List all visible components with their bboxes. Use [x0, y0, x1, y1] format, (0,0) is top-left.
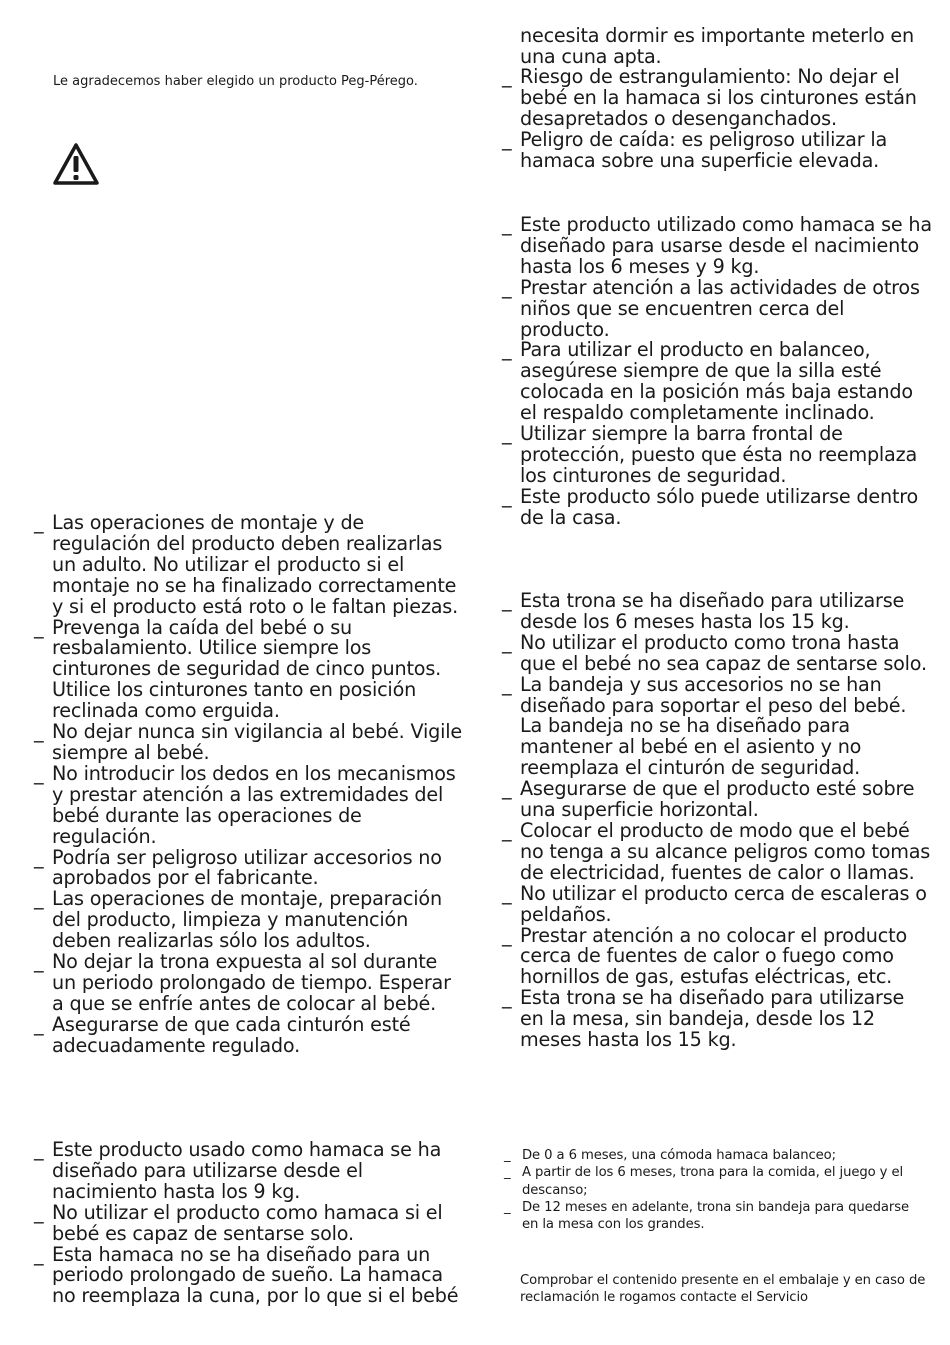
list-item-text: A partir de los 6 meses, trona para la comida, el juego y el descanso; — [522, 1165, 904, 1198]
warning-triangle-icon — [52, 142, 100, 186]
bullet-dash: _ — [504, 1148, 511, 1163]
list-item — [502, 672, 932, 780]
bullet-dash: _ — [504, 1199, 511, 1215]
list-item — [34, 615, 464, 723]
bouncer-usage-warnings-list — [502, 215, 932, 529]
list-item-text: Este producto usado como hamaca se ha diseñado para utilizarse desde el nacimiento hasta los 9 kg. — [52, 1138, 442, 1203]
list-item — [34, 1012, 464, 1057]
list-item-text: Prestar atención a no colocar el producto cerca de fuentes de calor o fuego como hornillos de gas, estufas eléctricas, etc. — [520, 923, 907, 989]
list-item — [502, 67, 932, 130]
list-item — [34, 889, 464, 952]
list-item-text: No dejar la trona expuesta al sol durante un periodo prolongado de tiempo. Esperar a que se enfríe antes de colocar al bebé. — [52, 950, 451, 1015]
list-item — [504, 1147, 924, 1164]
list-item-text: No introducir los dedos en los mecanismos y prestar atención a las extremidades del bebé durante las operaciones de regulación. — [52, 761, 456, 848]
bullet-dash: _ — [502, 338, 512, 362]
bullet-dash: _ — [34, 615, 44, 639]
list-item — [502, 340, 932, 424]
bullet-dash: _ — [504, 1165, 511, 1181]
list-item — [502, 215, 932, 278]
bullet-dash: _ — [502, 630, 512, 654]
bullet-dash: _ — [502, 881, 512, 905]
bullet-dash: _ — [502, 484, 512, 508]
bullet-dash: _ — [502, 672, 512, 696]
bullet-dash: _ — [34, 720, 44, 744]
list-item — [502, 818, 932, 884]
list-item-text: Prevenga la caída del bebé o su resbalamiento. Utilice siempre los cinturones de seguridad de cinco puntos. Utilice los cinturones tanto en posición reclinada como erguida. — [52, 615, 442, 723]
bullet-dash: _ — [34, 950, 44, 974]
bullet-dash: _ — [34, 1200, 44, 1224]
list-item — [34, 952, 464, 1015]
list-item-text: Riesgo de estrangulamiento: No dejar el bebé en la hamaca si los cinturones están desapretados o desenganchados. — [520, 65, 917, 130]
bullet-dash: _ — [502, 986, 512, 1010]
bullet-dash: _ — [502, 589, 512, 612]
list-item-text: De 12 meses en adelante, trona sin bandeja para quedarse en la mesa con los grandes. — [522, 1199, 910, 1233]
list-item-text: Esta trona se ha diseñado para utilizarse desde los 6 meses hasta los 15 kg. — [520, 589, 905, 633]
packaging-notice: Comprobar el contenido presente en el embalaje y en caso de reclamación le rogamos contacte el Servicio — [520, 1273, 926, 1306]
list-item-text: De 0 a 6 meses, una cómoda hamaca balanceo; — [522, 1148, 836, 1163]
list-item-text: Asegurarse de que cada cinturón esté adecuadamente regulado. — [52, 1012, 411, 1057]
list-item — [34, 1200, 464, 1245]
list-item-text: Este producto sólo puede utilizarse dentro de la casa. — [520, 484, 919, 529]
intro-text: Le agradecemos haber elegido un producto Peg-Pérego. — [53, 74, 418, 89]
list-item-text: Esta trona se ha diseñado para utilizarse en la mesa, sin bandeja, desde los 12 meses hasta los 15 kg. — [520, 986, 905, 1052]
bullet-dash: _ — [502, 777, 512, 801]
bullet-dash: _ — [34, 887, 44, 911]
list-item-text: Utilizar siempre la barra frontal de protección, puesto que ésta no reemplaza los cinturones de seguridad. — [520, 422, 918, 487]
bullet-dash: _ — [502, 818, 512, 842]
list-item — [502, 275, 932, 341]
list-item-text: Colocar el producto de modo que el bebé no tenga a su alcance peligros como tomas de electricidad, fuentes de calor o llamas. — [520, 818, 931, 884]
list-item — [502, 881, 932, 926]
list-item — [34, 761, 464, 848]
list-item-text: No utilizar el producto cerca de escaleras o peldaños. — [520, 881, 927, 926]
list-item-text: Esta hamaca no se ha diseñado para un periodo prolongado de sueño. La hamaca no reemplaza la cuna, por lo que si el bebé — [52, 1242, 459, 1308]
list-item-text: Prestar atención a las actividades de otros niños que se encuentren cerca del producto. — [520, 275, 920, 341]
continuation-text: necesita dormir es importante meterlo en una cuna apta. — [520, 24, 914, 68]
bullet-dash: _ — [34, 845, 44, 869]
list-item-text: Este producto utilizado como hamaca se ha diseñado para usarse desde el nacimiento hasta los 6 meses y 9 kg. — [520, 213, 932, 278]
list-item — [34, 1242, 464, 1308]
list-item — [502, 424, 932, 487]
list-item — [34, 722, 464, 764]
list-item — [34, 513, 464, 618]
list-item — [34, 1140, 464, 1203]
bullet-dash: _ — [34, 1012, 44, 1036]
bullet-dash: _ — [502, 65, 512, 88]
general-warnings-list — [34, 513, 464, 1057]
list-item-text: No dejar nunca sin vigilancia al bebé. Vigile siempre al bebé. — [52, 720, 462, 764]
list-item — [502, 591, 932, 633]
list-item-text: Para utilizar el producto en balanceo, asegúrese siempre de que la silla esté colocada en la posición más baja estando el respaldo completamente inclinado. — [520, 338, 913, 425]
list-item — [504, 1199, 924, 1234]
list-item — [34, 845, 464, 890]
bullet-dash: _ — [502, 923, 512, 947]
list-item-text: No utilizar el producto como hamaca si el bebé es capaz de sentarse solo. — [52, 1200, 443, 1245]
list-item — [502, 630, 932, 675]
usage-modes-list — [504, 1147, 924, 1233]
list-item — [502, 988, 932, 1051]
bullet-dash: _ — [34, 1138, 44, 1161]
list-item-text: Podría ser peligroso utilizar accesorios no aprobados por el fabricante. — [52, 845, 442, 890]
list-item — [502, 779, 932, 821]
list-item — [502, 127, 932, 172]
bullet-dash: _ — [502, 275, 512, 299]
list-item — [504, 1164, 924, 1199]
strangulation-fall-warnings-list — [502, 67, 932, 172]
list-item-text: Las operaciones de montaje, preparación del producto, limpieza y manutención deben realizarlas sólo los adultos. — [52, 887, 442, 953]
bullet-dash: _ — [34, 1242, 44, 1266]
bouncer-warnings-list — [34, 1140, 464, 1307]
bullet-dash: _ — [502, 127, 512, 151]
bullet-dash: _ — [502, 213, 512, 236]
list-item-text: Las operaciones de montaje y de regulación del producto deben realizarlas un adulto. No utilizar el producto si el montaje no se ha finalizado correctamente y si el producto está roto o le faltan piezas. — [52, 511, 459, 618]
list-item — [502, 484, 932, 529]
list-item-text: No utilizar el producto como trona hasta que el bebé no sea capaz de sentarse solo. — [520, 630, 927, 675]
bullet-dash: _ — [34, 511, 44, 534]
list-item — [502, 923, 932, 989]
bullet-dash: _ — [34, 761, 44, 785]
list-item-text: Peligro de caída: es peligroso utilizar la hamaca sobre una superficie elevada. — [520, 127, 888, 172]
list-item-text: La bandeja y sus accesorios no se han diseñado para soportar el peso del bebé. La bandeja no se ha diseñado para mantener al bebé en el asiento y no reemplaza el cinturón de seguridad. — [520, 672, 907, 780]
bullet-dash: _ — [502, 422, 512, 446]
list-item-text: Asegurarse de que el producto esté sobre una superficie horizontal. — [520, 777, 915, 822]
highchair-warnings-list — [502, 591, 932, 1051]
